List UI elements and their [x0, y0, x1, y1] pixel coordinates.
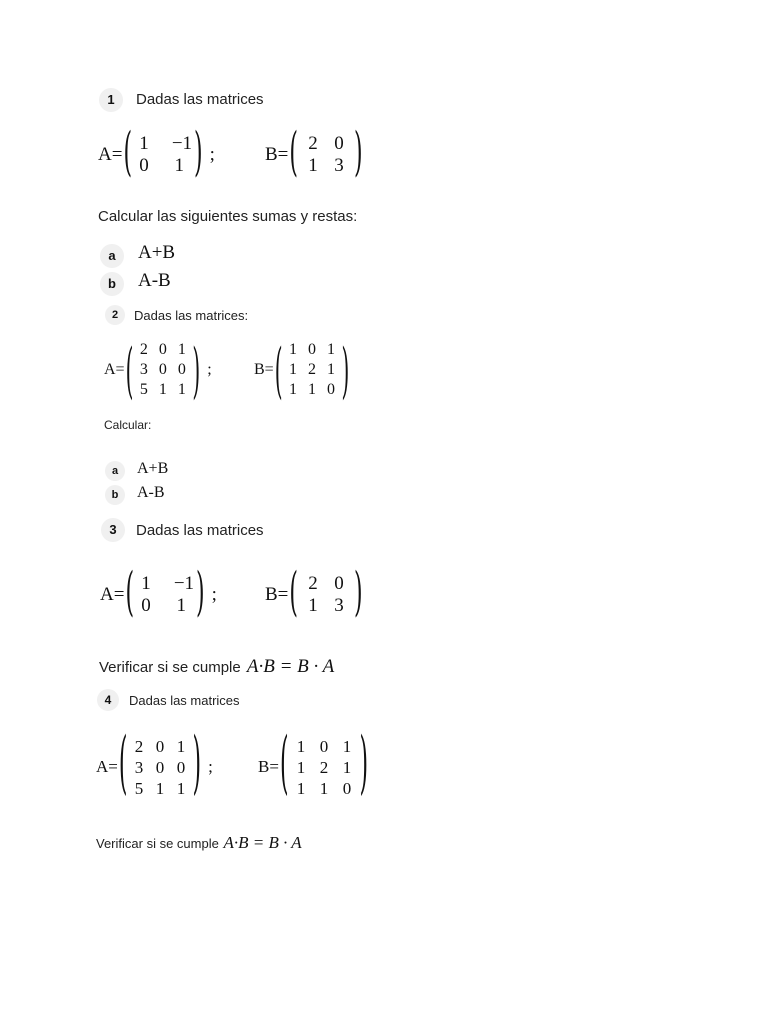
right-paren: )	[192, 334, 201, 406]
matrix-cell: 1	[289, 381, 298, 398]
semicolon: ;	[208, 757, 213, 776]
exercise-2-item-a-expr: A+B	[137, 460, 169, 477]
matrix-cell: 1	[296, 757, 306, 777]
matrix-cell: 1	[177, 341, 186, 358]
matrix-cell: 0	[141, 595, 151, 616]
matrix-b-grid	[300, 133, 352, 177]
matrix-cell: 1	[155, 778, 165, 798]
exercise-1-matrix-a	[98, 123, 215, 184]
matrix-cell: 1	[176, 595, 187, 616]
left-paren: (	[279, 726, 289, 805]
exercise-2-item-b-expr: A-B	[137, 484, 165, 501]
matrix-cell: 2	[134, 736, 144, 756]
matrix-cell: −1	[173, 573, 195, 594]
exercise-1-item-a-badge: a	[100, 244, 124, 268]
matrix-cell: 3	[139, 361, 148, 378]
matrix-cell: 1	[158, 381, 167, 398]
left-paren: (	[289, 123, 298, 184]
matrix-cell: 1	[141, 573, 151, 594]
matrix-cell: 1	[177, 381, 186, 398]
matrix-cell: 0	[176, 757, 186, 777]
matrix-cell: 1	[319, 778, 329, 798]
matrix-cell: 0	[158, 361, 167, 378]
exercise-2-instruction: Calcular:	[104, 418, 152, 432]
matrix-cell: 0	[334, 133, 344, 154]
matrix-a-label: A=	[104, 361, 125, 378]
matrix-cell: 1	[174, 155, 185, 176]
exercise-3-title: Dadas las matrices	[136, 522, 264, 539]
matrix-a-grid	[134, 340, 191, 400]
matrix-cell: 2	[308, 361, 317, 378]
matrix-cell: 0	[155, 757, 165, 777]
exercise-4-matrix-a	[96, 726, 213, 805]
matrix-cell: 2	[319, 757, 329, 777]
matrix-cell: 1	[176, 736, 186, 756]
matrix-a-grid	[134, 133, 192, 177]
matrix-cell: 0	[334, 573, 344, 594]
matrix-cell: 0	[327, 381, 336, 398]
matrix-cell: 5	[139, 381, 148, 398]
left-paren: (	[125, 334, 134, 406]
right-paren: )	[359, 726, 369, 805]
exercise-2-item-a-badge: a	[105, 461, 125, 481]
matrix-cell: 1	[327, 341, 336, 358]
right-paren: )	[353, 123, 363, 184]
matrix-cell: 0	[139, 155, 149, 176]
right-paren: )	[341, 334, 350, 406]
matrix-b-label: B=	[258, 757, 279, 776]
matrix-b-label: B=	[254, 361, 274, 378]
exercise-4-matrix-b	[258, 726, 369, 805]
exercise-1-matrix-b	[265, 123, 364, 184]
matrix-cell: 3	[134, 757, 144, 777]
matrix-a-label: A=	[98, 144, 123, 165]
left-paren: (	[118, 726, 128, 805]
exercise-2-matrix-b	[254, 334, 350, 406]
left-paren: (	[125, 563, 135, 624]
matrix-cell: 0	[319, 736, 329, 756]
matrix-cell: 0	[342, 778, 352, 798]
matrix-b-grid	[284, 340, 341, 400]
matrix-a-label: A=	[100, 584, 125, 605]
exercise-4-number-badge: 4	[97, 689, 119, 711]
right-paren: )	[196, 563, 205, 624]
exercise-1-title: Dadas las matrices	[136, 91, 264, 108]
verify-formula: A·B = B · A	[223, 833, 302, 852]
matrix-cell: 2	[308, 573, 318, 594]
matrix-a-label: A=	[96, 757, 118, 776]
matrix-cell: 0	[158, 341, 167, 358]
semicolon: ;	[211, 584, 217, 605]
right-paren: )	[192, 726, 202, 805]
matrix-cell: 2	[139, 341, 148, 358]
exercise-1-instruction: Calcular las siguientes sumas y restas:	[98, 208, 358, 225]
exercise-3-matrix-a	[100, 563, 217, 624]
exercise-4-title: Dadas las matrices	[129, 693, 240, 708]
matrix-cell: 5	[134, 778, 144, 798]
exercise-4-verify	[96, 833, 302, 853]
matrix-a-grid	[128, 736, 191, 799]
right-paren: )	[194, 123, 203, 184]
exercise-1-item-a-expr: A+B	[138, 242, 176, 263]
semicolon: ;	[209, 144, 215, 165]
exercise-2-title: Dadas las matrices:	[134, 308, 249, 323]
matrix-b-grid	[290, 736, 359, 799]
matrix-b-label: B=	[265, 144, 289, 165]
exercise-1-number-badge: 1	[99, 88, 123, 112]
matrix-cell: 1	[342, 757, 352, 777]
exercise-2-number-badge: 2	[105, 305, 125, 325]
matrix-cell: 1	[327, 361, 336, 378]
matrix-cell: 2	[308, 133, 318, 154]
exercise-3-matrix-b	[265, 563, 364, 624]
exercise-1-item-b-expr: A-B	[138, 270, 171, 291]
matrix-cell: 1	[308, 595, 318, 616]
matrix-cell: −1	[171, 133, 193, 154]
matrix-cell: 1	[289, 361, 298, 378]
matrix-cell: 3	[334, 155, 344, 176]
exercise-1-item-b-badge: b	[100, 272, 124, 296]
left-paren: (	[274, 334, 283, 406]
matrix-cell: 1	[296, 736, 306, 756]
matrix-a-grid	[136, 573, 194, 617]
matrix-b-label: B=	[265, 584, 289, 605]
right-paren: )	[353, 563, 363, 624]
exercise-3-verify	[99, 656, 334, 678]
left-paren: (	[289, 563, 298, 624]
exercise-2-item-b-badge: b	[105, 485, 125, 505]
matrix-cell: 1	[342, 736, 352, 756]
exercise-2-matrix-a	[104, 334, 212, 406]
left-paren: (	[123, 123, 133, 184]
matrix-cell: 1	[296, 778, 306, 798]
matrix-cell: 1	[289, 341, 298, 358]
matrix-cell: 1	[308, 381, 317, 398]
matrix-cell: 0	[177, 361, 186, 378]
matrix-cell: 0	[308, 341, 317, 358]
verify-text: Verificar si se cumple	[96, 836, 219, 851]
exercise-3-number-badge: 3	[101, 518, 125, 542]
semicolon: ;	[207, 361, 212, 378]
matrix-cell: 1	[308, 155, 318, 176]
matrix-b-grid	[300, 573, 352, 617]
matrix-cell: 1	[139, 133, 149, 154]
matrix-cell: 0	[155, 736, 165, 756]
matrix-cell: 1	[176, 778, 186, 798]
matrix-cell: 3	[334, 595, 344, 616]
verify-text: Verificar si se cumple	[99, 659, 241, 676]
verify-formula: A·B = B · A	[246, 656, 335, 677]
